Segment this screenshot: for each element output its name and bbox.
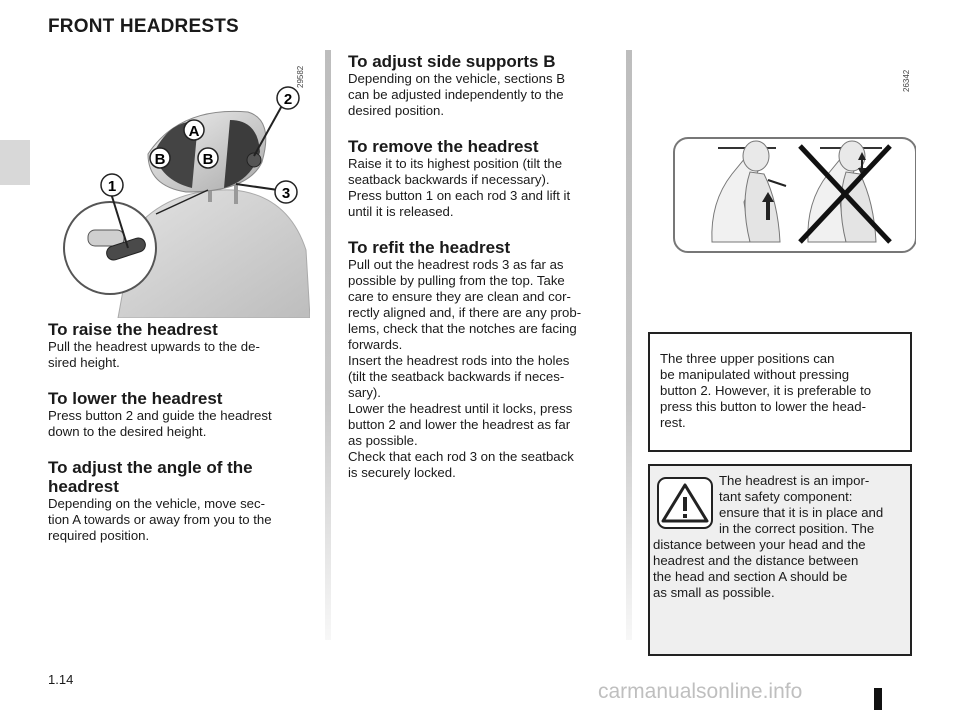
paragraph-side-supports: Depending on the vehicle, sections B can be adjusted independently to the desired position. <box>348 71 566 118</box>
illustration-ref-code-left: 29582 <box>296 65 305 88</box>
text-column-2 <box>348 52 614 481</box>
paragraph-raise: Pull the headrest upwards to the de- sired height. <box>48 339 260 370</box>
page-number: 1.14 <box>48 672 74 687</box>
paragraph-angle: Depending on the vehicle, move sec- tion A towards or away from you to the required position. <box>48 496 272 543</box>
heading-remove: To remove the headrest <box>348 137 539 156</box>
watermark: carmanualsonline.info <box>598 680 803 703</box>
heading-raise: To raise the headrest <box>48 320 218 339</box>
text-column-1 <box>48 320 312 544</box>
label-a: A <box>188 123 200 140</box>
illustration-ref-code-right: 26342 <box>902 69 911 92</box>
label-3: 3 <box>281 185 291 202</box>
heading-lower: To lower the headrest <box>48 389 223 408</box>
paragraph-lower: Press button 2 and guide the headrest down to the desired height. <box>48 408 272 439</box>
paragraph-refit: Pull out the headrest rods 3 as far as possible by pulling from the top. Take care to ensure they are clean and cor- rectly aligned and, if there are any prob- lems, check that the notches are facing forwards. Insert the headrest rods into the holes (tilt the seatback backwards if neces- sary). Lower the headrest until it locks, press button 2 and lower the headrest as far as possible. Check that each rod 3 on the seatback is securely locked. <box>348 257 582 480</box>
column-divider-1 <box>325 50 331 640</box>
column-divider-2 <box>626 50 632 640</box>
page-title: FRONT HEADRESTS <box>48 16 239 37</box>
warning-box <box>648 464 912 656</box>
label-b-right: B <box>202 151 214 168</box>
label-1: 1 <box>107 178 117 195</box>
chapter-side-tab <box>0 140 30 185</box>
seat-position-illustration <box>640 52 916 262</box>
paragraph-remove: Raise it to its highest position (tilt the seatback backwards if necessary). Press button 1 on each rod 3 and lift it until it is released. <box>348 156 571 219</box>
corner-mark <box>874 688 882 710</box>
heading-refit: To refit the headrest <box>348 238 511 257</box>
label-b-left: B <box>154 151 166 168</box>
heading-angle: To adjust the angle of the headrest <box>48 458 253 496</box>
warning-triangle-icon <box>657 477 713 529</box>
label-2: 2 <box>283 91 293 108</box>
heading-side-supports: To adjust side supports B <box>348 52 556 71</box>
note-box: The three upper positions can be manipulated without pressing button 2. However, it is preferable to press this button to lower the head- rest. <box>648 332 912 452</box>
warning-text: The headrest is an impor- tant safety component: ensure that it is in place and in the correct position. The distance between your head and the headrest and the distance between the head and section A should be as small as possible. <box>653 473 884 600</box>
headrest-illustration <box>48 50 310 318</box>
